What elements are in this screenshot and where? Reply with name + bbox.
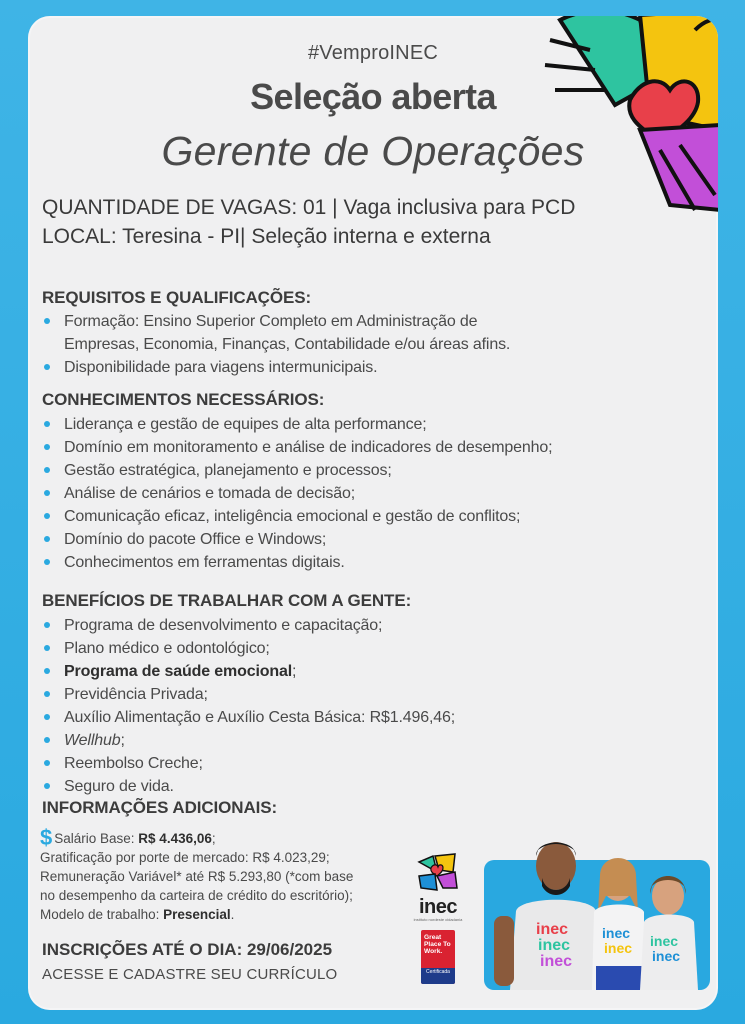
list-item: Plano médico e odontológico; xyxy=(42,637,682,660)
svg-text:inec: inec xyxy=(540,953,573,970)
svg-text:inec: inec xyxy=(536,921,569,938)
work-model-line: Modelo de trabalho: Presencial. xyxy=(40,907,235,922)
additional-info-title: INFORMAÇÕES ADICIONAIS: xyxy=(42,798,278,817)
list-item: Disponibilidade para viagens intermunicipais. xyxy=(42,356,682,379)
hashtag: #VemproINEC xyxy=(307,42,439,64)
svg-text:inec: inec xyxy=(604,940,633,956)
job-location: LOCAL: Teresina - PI| Seleção interna e externa xyxy=(42,225,491,248)
headline: Seleção aberta xyxy=(250,76,496,117)
list-item: Programa de saúde emocional; xyxy=(42,660,682,683)
list-item: Gestão estratégica, planejamento e processos; xyxy=(42,459,682,482)
list-item: Formação: Ensino Superior Completo em Administração de Empresas, Economia, Finanças, Contabilidade e/ou áreas afins. xyxy=(42,310,682,356)
knowledge-list xyxy=(42,413,682,574)
job-post-card xyxy=(28,16,718,1010)
svg-text:inec: inec xyxy=(652,948,681,964)
list-item: Auxílio Alimentação e Auxílio Cesta Básica: R$1.496,46; xyxy=(42,706,682,729)
list-item: Comunicação eficaz, inteligência emocional e gestão de conflitos; xyxy=(42,505,682,528)
requirements-title: REQUISITOS E QUALIFICAÇÕES: xyxy=(42,288,312,307)
svg-text:inec: inec xyxy=(650,933,679,949)
inec-hands-icon xyxy=(415,852,461,892)
requirements-list xyxy=(42,310,682,379)
variable-pay-line: Remuneração Variável* até R$ 5.293,80 (*com base xyxy=(40,869,354,884)
list-item: Programa de desenvolvimento e capacitação; xyxy=(42,614,682,637)
great-place-to-work-badge: Great Place To Work. Certificada xyxy=(421,930,455,984)
people-illustration xyxy=(484,816,710,990)
knowledge-title: CONHECIMENTOS NECESSÁRIOS: xyxy=(42,390,325,409)
benefits-list xyxy=(42,614,682,798)
variable-pay-line-2: no desempenho da carteira de crédito do escritório); xyxy=(40,888,353,903)
cta-text: ACESSE E CADASTRE SEU CURRÍCULO xyxy=(42,966,338,983)
list-item: Domínio em monitoramento e análise de indicadores de desempenho; xyxy=(42,436,682,459)
application-deadline: INSCRIÇÕES ATÉ O DIA: 29/06/2025 xyxy=(42,940,333,959)
svg-text:inec: inec xyxy=(602,925,631,941)
job-role-title: Gerente de Operações xyxy=(161,128,585,174)
list-item: Liderança e gestão de equipes de alta performance; xyxy=(42,413,682,436)
list-item: Análise de cenários e tomada de decisão; xyxy=(42,482,682,505)
dollar-icon: $ xyxy=(40,825,53,850)
benefits-title: BENEFÍCIOS DE TRABALHAR COM A GENTE: xyxy=(42,591,412,610)
vacancy-quantity: QUANTIDADE DE VAGAS: 01 | Vaga inclusiva para PCD xyxy=(42,196,576,219)
bonus-line: Gratificação por porte de mercado: R$ 4.023,29; xyxy=(40,850,330,865)
list-item: Reembolso Creche; xyxy=(42,752,682,775)
list-item: Previdência Privada; xyxy=(42,683,682,706)
svg-text:inec: inec xyxy=(538,937,571,954)
list-item: Domínio do pacote Office e Windows; xyxy=(42,528,682,551)
list-item: Wellhub; xyxy=(42,729,682,752)
additional-info xyxy=(40,825,440,924)
list-item: Conhecimentos em ferramentas digitais. xyxy=(42,551,682,574)
salary-line: $ Salário Base: R$ 4.436,06; xyxy=(40,825,216,850)
list-item: Seguro de vida. xyxy=(42,775,682,798)
inec-logo: inec instituto nordeste cidadania xyxy=(412,852,464,923)
employees-photo xyxy=(484,860,710,990)
